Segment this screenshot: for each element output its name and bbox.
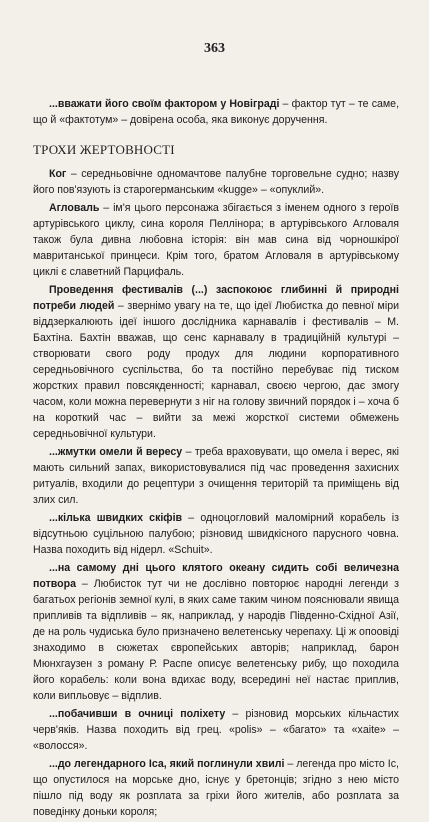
note-paragraph	[33, 706, 399, 754]
note-term: ...кілька швидких скіфів	[49, 512, 183, 524]
note-text: – середньовічне одномачтове палубне торговельне судно; назву його пов'язують із старогерманським «kugge» – «опуклий».	[33, 168, 399, 196]
note-term: Ког	[49, 168, 67, 180]
section-title: ТРОХИ ЖЕРТОВНОСТІ	[33, 142, 175, 157]
page-content	[33, 96, 399, 822]
note-paragraph	[33, 756, 399, 820]
note-paragraph	[33, 96, 399, 128]
note-term: ...на самому дні цього клятого океану сидить собі величезна потвора	[33, 562, 399, 590]
note-term: ...жмутки омели й вересу	[49, 446, 183, 458]
note-term: Агловаль	[49, 202, 100, 214]
note-term: ...вважати його своїм фактором у Новіграді	[49, 98, 280, 110]
note-text: – різновид морських кільчастих черв'яків. Назва походить від грец. «polis» – «багато» та «xaite» – «волосся».	[33, 708, 399, 752]
note-text: – ім'я цього персонажа збігається з іменем одного з героїв артурівського циклу, сина короля Пеллінора; в артурівського Агловаля також була дивна любовна історія: він мав сина від чорношкірої мавританської принцеси. Крім того, братом Агловаля в артурівському циклі є славетний Парцифаль.	[33, 202, 399, 278]
page-number: 363	[204, 41, 225, 56]
note-text: – легенда про місто Іс, що опустилося на морське дно, існує у бретонців; згідно з нею місто пішло під воду як розплата за гріхи його жителів, або розплата за поведінку доньки короля;	[33, 758, 399, 818]
note-paragraph	[33, 510, 399, 558]
note-text: – звернімо увагу на те, що ідеї Любистка до певної міри віддзеркалюють ідеї іншого дослідника карнавалів і фестивалів – М. Бахтіна. Бахтін вважав, що сенс карнавалу в традиційній культурі – створювати свого роду продух для людини корпоративного середньовічного суспільства, бо та постійно перебуває під тиском жорстких правил повсякденності; карнавал, своєю чергою, дає змогу часом, коли можна перевернути з ніг на голову звичний порядок і – хоча б на короткий час – вийти за межі жорсткої системи обмежень середньовічної культури.	[33, 300, 399, 440]
note-paragraph	[33, 166, 399, 198]
note-text: – Любисток тут чи не дослівно повторює народні легенди з багатьох регіонів земної кулі, в яких саме таким чином пояснювали явища припливів та відпливів – як, наприклад, у народів Південно-Східної Азії, де на роль чудиська було призначено велетенську черепаху. Ці ж опоовіді знаходимо в сюжетах європейських авторів; наприклад, барон Мюнхгаузен з роману Р. Распе описує велетенську рибу, що походила його корабель: коли вона вдихає воду, всередині неї настає приплив, коли випльовує – відплив.	[33, 578, 399, 702]
note-paragraph	[33, 560, 399, 704]
note-paragraph	[33, 200, 399, 280]
note-term: ...до легендарного Іса, який поглинули хвилі	[49, 758, 285, 770]
note-text: – одноцогловий маломірний корабель із відсутньою суцільною палубою; різновид швидкісного парусного човна. Назва походить від нідерл. «Schuit».	[33, 512, 400, 556]
note-text: – треба враховувати, що омела і верес, які мають сильний запах, використовувалися під час проведення захисних ритуалів, входили до рецептури з очищення територій та приміщень від злих сил.	[33, 446, 399, 506]
note-paragraph	[33, 444, 399, 508]
note-term: Проведення фестивалів (...) заспокоює глибинні й природні потреби людей	[33, 284, 399, 312]
note-term: ...побачивши в очниці поліхету	[49, 708, 226, 720]
note-paragraph	[33, 282, 399, 442]
note-text: – фактор тут – те саме, що й «фактотум» – довірена особа, яка виконує доручення.	[33, 98, 400, 126]
